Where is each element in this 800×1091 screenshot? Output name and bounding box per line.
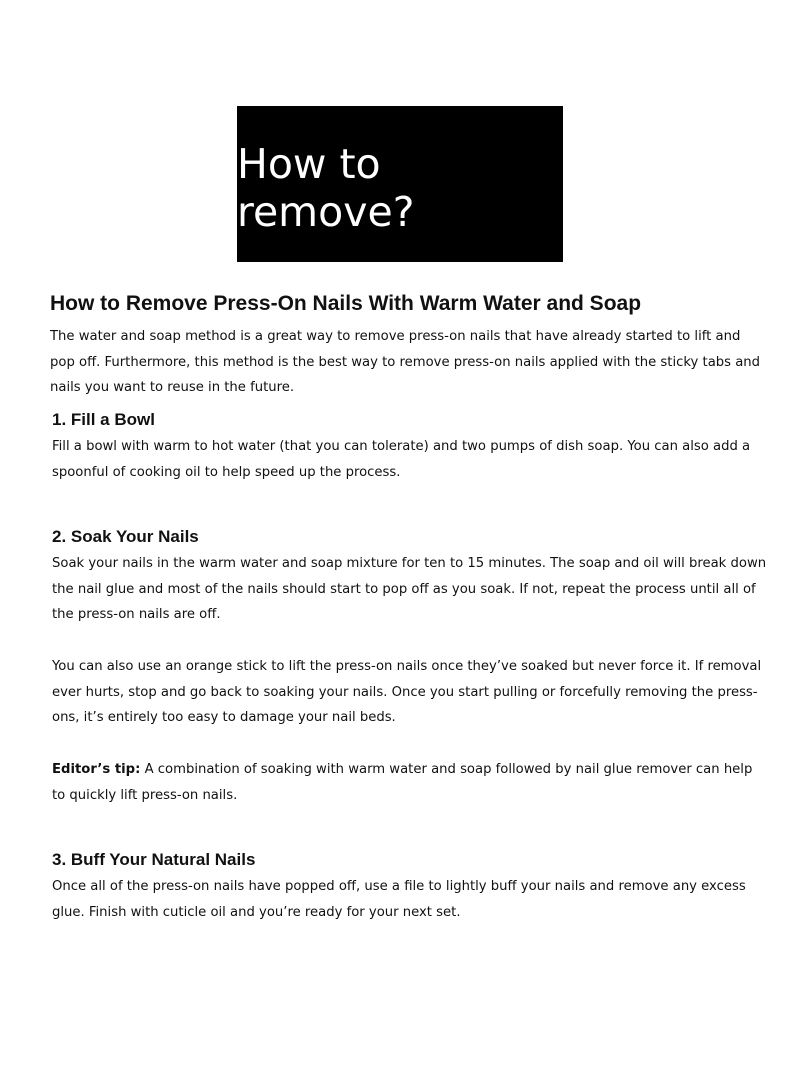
step-3-paragraph: Once all of the press-on nails have popped off, use a file to lightly buff your nails and remove any excess glue. Finish with cuticle oil and you’re ready for your next set. bbox=[52, 879, 746, 920]
editor-tip-label: Editor’s tip: bbox=[52, 762, 141, 777]
step-2-paragraph: Soak your nails in the warm water and soap mixture for ten to 15 minutes. The soap and oil will break down the nail glue and most of the nails should start to pop off as you soak. If not, repeat the process until all of the press-on nails are off. bbox=[52, 556, 767, 622]
article-title: How to Remove Press-On Nails With Warm Water and Soap bbox=[50, 292, 642, 315]
intro-paragraph: The water and soap method is a great way to remove press-on nails that have already started to lift and pop off. Furthermore, this method is the best way to remove press-on nails applied with the sticky tabs and nails you want to reuse in the future. bbox=[50, 329, 761, 395]
editor-tip bbox=[52, 757, 767, 808]
step-1-paragraph: Fill a bowl with warm to hot water (that you can tolerate) and two pumps of dish soap. You can also add a spoonful of cooking oil to help speed up the process. bbox=[52, 439, 751, 480]
step-2-paragraph-2: You can also use an orange stick to lift the press-on nails once they’ve soaked but never force it. If removal ever hurts, stop and go back to soaking your nails. Once you start pulling or forcefully removing the press-ons, it’s entirely too easy to damage your nail beds. bbox=[52, 659, 762, 725]
step-3-heading: 3. Buff Your Natural Nails bbox=[52, 850, 256, 869]
step-2-heading: 2. Soak Your Nails bbox=[52, 527, 199, 546]
banner-title: How to remove? bbox=[237, 140, 415, 236]
editor-tip-text: A combination of soaking with warm water and soap followed by nail glue remover can help to quickly lift press-on nails. bbox=[52, 762, 753, 803]
hero-banner bbox=[237, 106, 563, 262]
step-1-heading: 1. Fill a Bowl bbox=[52, 410, 155, 429]
